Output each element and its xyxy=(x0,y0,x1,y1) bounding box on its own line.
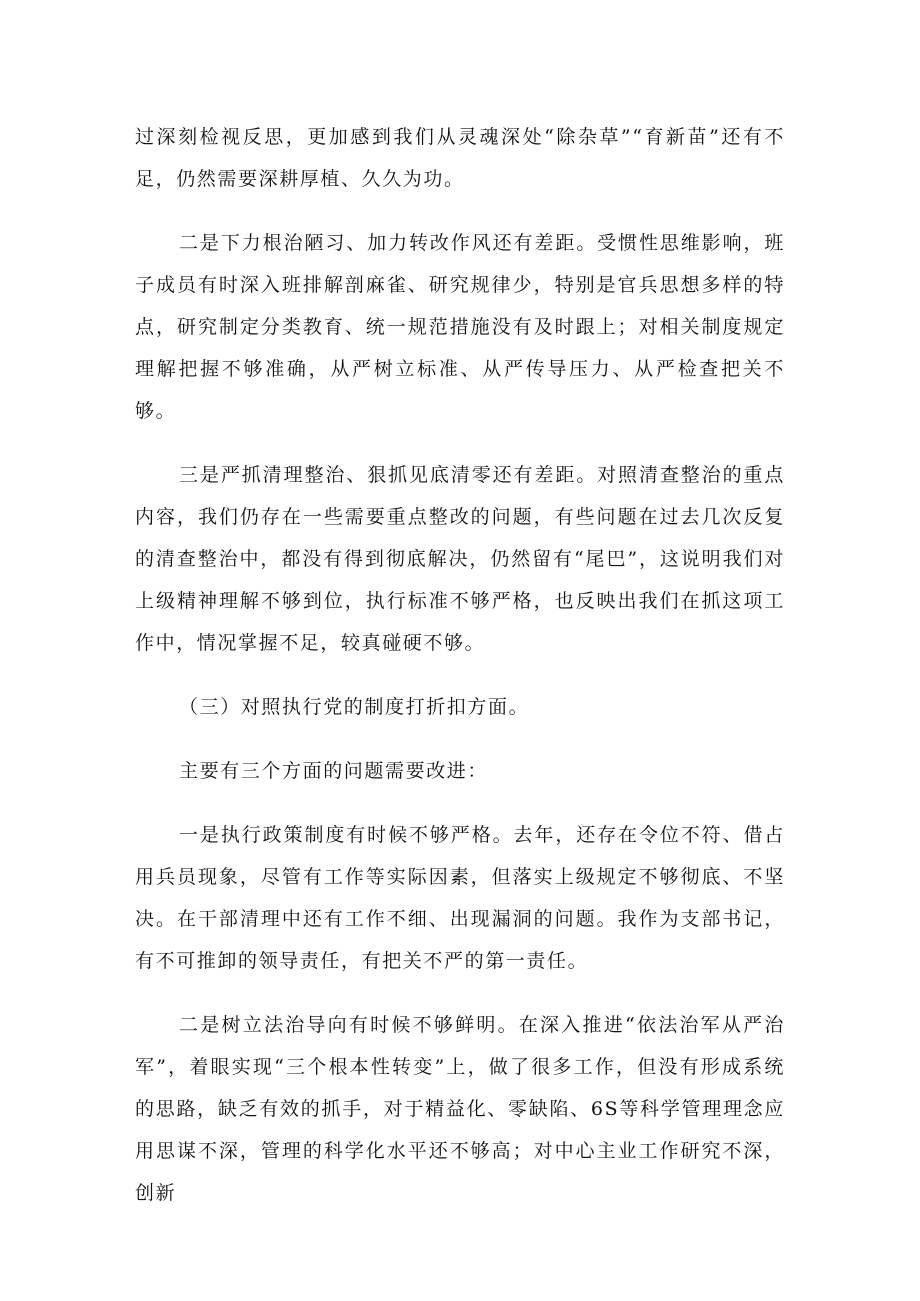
section-heading: （三）对照执行党的制度打折扣方面。 xyxy=(179,696,530,718)
paragraph-5: 主要有三个方面的问题需要改进： xyxy=(179,760,489,782)
paragraph-7: 二是树立法治导向有时候不够鲜明。在深入推进“依法治军从严治军”，着眼实现“三个根本性转变”上，做了很多工作，但没有形成系统的思路，缺乏有效的抓手，对于精益化、零缺陷、6S等科学管理理念应用思谋不深，管理的科学化水平还不够高；对中心主业工作研究不深，创新 xyxy=(135,1014,785,1204)
paragraph-6: 一是执行政策制度有时候不够严格。去年，还存在令位不符、借占用兵员现象，尽管有工作等实际因素，但落实上级规定不够彻底、不坚决。在干部清理中还有工作不细、出现漏洞的问题。我作为支部书记，有不可推卸的领导责任，有把关不严的第一责任。 xyxy=(135,824,785,972)
paragraph-3: 三是严抓清理整治、狠抓见底清零还有差距。对照清查整治的重点内容，我们仍存在一些需要重点整改的问题，有些问题在过去几次反复的清查整治中，都没有得到彻底解决，仍然留有“尾巴”，这说明我们对上级精神理解不够到位，执行标准不够严格，也反映出我们在抓这项工作中，情况掌握不足，较真碰硬不够。 xyxy=(135,464,785,654)
paragraph-1: 过深刻检视反思，更加感到我们从灵魂深处“除杂草”“育新苗”还有不足，仍然需要深耕厚植、久久为功。 xyxy=(135,126,785,190)
paragraph-2: 二是下力根治陋习、加力转改作风还有差距。受惯性思维影响，班子成员有时深入班排解剖麻雀、研究规律少，特别是官兵思想多样的特点，研究制定分类教育、统一规范措施没有及时跟上；对相关制度规定理解把握不够准确，从严树立标准、从严传导压力、从严检查把关不够。 xyxy=(135,232,785,422)
document-body xyxy=(135,116,785,1236)
